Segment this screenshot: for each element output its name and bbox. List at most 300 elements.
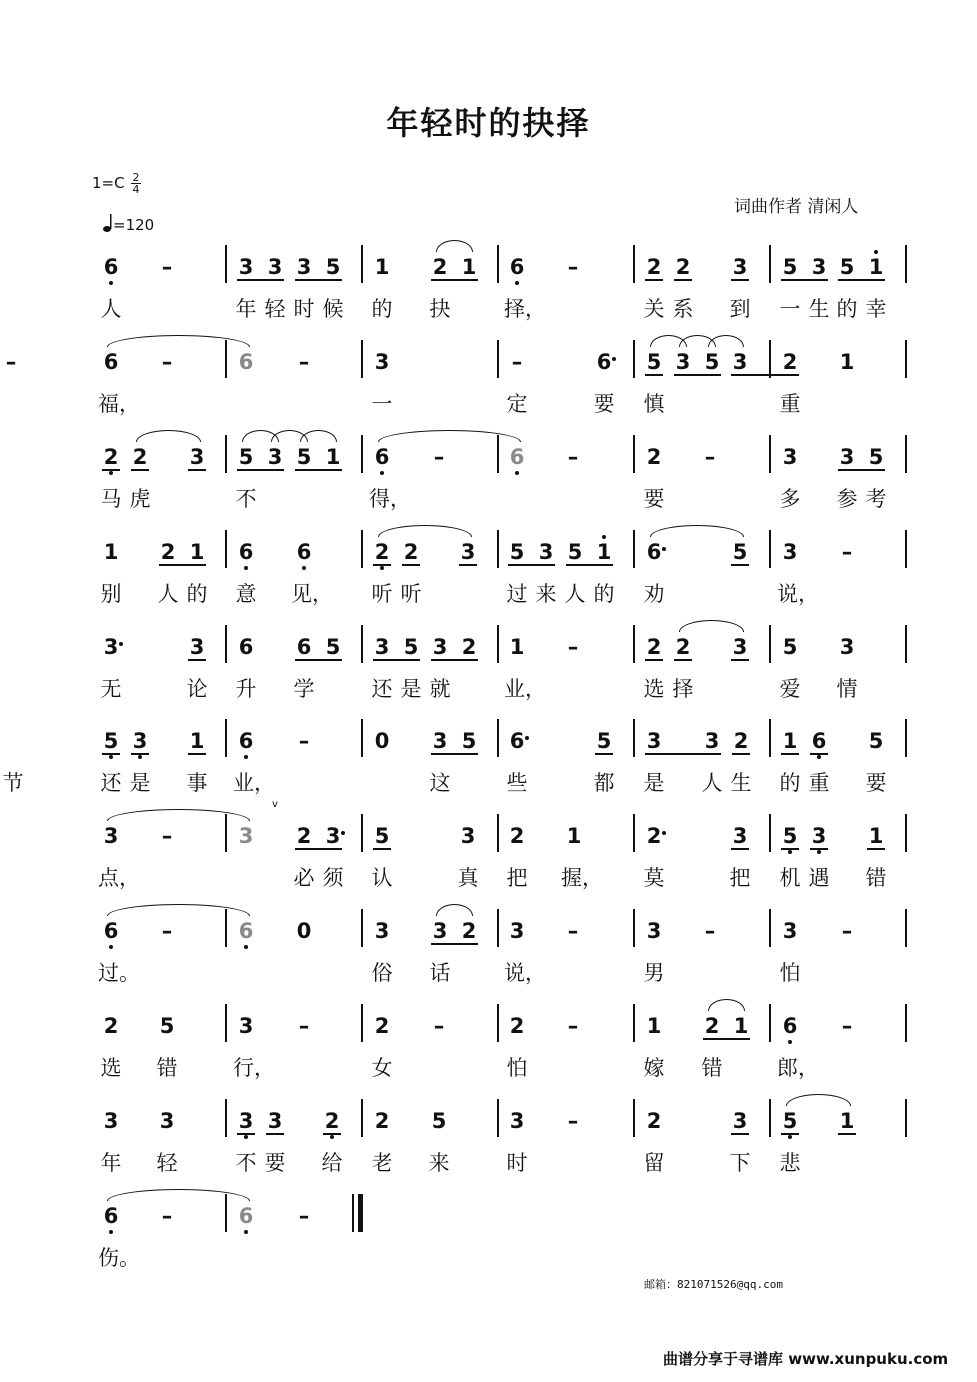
note: 3 bbox=[374, 919, 390, 943]
note: 5 bbox=[325, 635, 341, 659]
note: 6 bbox=[238, 1204, 254, 1228]
note: 2 bbox=[374, 540, 390, 564]
bar-line bbox=[905, 625, 907, 663]
bar-line bbox=[633, 1099, 635, 1137]
lyric-syllable: 的 bbox=[371, 297, 393, 321]
note: 2 bbox=[461, 635, 477, 659]
lyric-syllable: 业， bbox=[504, 677, 546, 701]
note: 6 bbox=[296, 540, 312, 564]
bar-line bbox=[361, 530, 363, 568]
note: – bbox=[298, 350, 310, 374]
beam-underline bbox=[645, 753, 721, 755]
beam-underline bbox=[295, 848, 342, 850]
octave-dot-low bbox=[138, 755, 142, 759]
augmentation-dot bbox=[662, 547, 666, 551]
lyric-syllable: 要 bbox=[264, 1151, 286, 1175]
lyric-syllable: 爱 bbox=[779, 677, 801, 701]
lyric-syllable: 人 bbox=[701, 771, 723, 795]
note: 5 bbox=[567, 540, 583, 564]
lyric-syllable: 的 bbox=[836, 297, 858, 321]
note: 3 bbox=[103, 1109, 119, 1133]
octave-dot-low bbox=[817, 850, 821, 854]
lyric-syllable: 过。 bbox=[98, 961, 140, 985]
bar-line bbox=[497, 340, 499, 378]
lyric-syllable: 老 bbox=[371, 1151, 393, 1175]
note: 1 bbox=[868, 824, 884, 848]
note: 6 bbox=[509, 255, 525, 279]
note: – bbox=[567, 255, 579, 279]
note: 2 bbox=[733, 729, 749, 753]
note: – bbox=[298, 729, 310, 753]
notation-system bbox=[0, 539, 977, 629]
note: 1 bbox=[839, 350, 855, 374]
time-signature: 2 4 bbox=[132, 171, 140, 196]
note: 6 bbox=[238, 729, 254, 753]
beam-underline bbox=[295, 279, 342, 281]
note: 3 bbox=[782, 919, 798, 943]
note: 5 bbox=[374, 824, 390, 848]
beam-underline bbox=[645, 374, 663, 376]
lyric-syllable: 是 bbox=[400, 677, 422, 701]
lyric-syllable: 真 bbox=[457, 866, 479, 890]
beam-underline bbox=[431, 659, 478, 661]
beam-underline bbox=[732, 753, 750, 755]
note: 2 bbox=[646, 445, 662, 469]
lyric-syllable: 还 bbox=[100, 771, 122, 795]
bar-line bbox=[905, 340, 907, 378]
lyric-syllable: 女 bbox=[371, 1056, 393, 1080]
note: 6 bbox=[509, 445, 525, 469]
bar-line bbox=[361, 340, 363, 378]
lyric-syllable: 多 bbox=[779, 487, 801, 511]
beam-underline bbox=[373, 659, 420, 661]
note: 1 bbox=[566, 824, 582, 848]
lyric-syllable: 择 bbox=[672, 677, 694, 701]
note: 5 bbox=[103, 729, 119, 753]
beam-underline bbox=[838, 1133, 856, 1135]
note: 0 bbox=[296, 919, 312, 943]
note: 2 bbox=[646, 824, 662, 848]
note: – bbox=[161, 255, 173, 279]
note: 2 bbox=[646, 1109, 662, 1133]
lyric-syllable: 认 bbox=[371, 866, 393, 890]
note: 3 bbox=[267, 255, 283, 279]
lyric-syllable: 要 bbox=[593, 392, 615, 416]
note: – bbox=[841, 1014, 853, 1038]
augmentation-dot bbox=[662, 831, 666, 835]
bar-line bbox=[905, 1099, 907, 1137]
beam-underline bbox=[731, 848, 749, 850]
lyric-syllable: 要 bbox=[865, 771, 887, 795]
beam-underline bbox=[731, 1133, 749, 1135]
note: 2 bbox=[103, 1014, 119, 1038]
notation-system bbox=[0, 728, 977, 818]
bar-line bbox=[905, 719, 907, 757]
bar-line bbox=[769, 530, 771, 568]
notation-system bbox=[0, 1203, 977, 1293]
note: 6 bbox=[782, 1014, 798, 1038]
note: 5 bbox=[782, 1109, 798, 1133]
lyric-syllable: 候 bbox=[322, 297, 344, 321]
note: – bbox=[5, 350, 17, 374]
note: 5 bbox=[403, 635, 419, 659]
lyric-syllable: 来 bbox=[428, 1151, 450, 1175]
note: 2 bbox=[132, 445, 148, 469]
lyric-syllable: 还 bbox=[371, 677, 393, 701]
note: 6 bbox=[103, 350, 119, 374]
lyric-syllable: 不 bbox=[235, 1151, 257, 1175]
lyric-syllable: 男 bbox=[643, 961, 665, 985]
note: – bbox=[433, 1014, 445, 1038]
note: 3 bbox=[374, 635, 390, 659]
note: 6 bbox=[596, 350, 612, 374]
bar-line bbox=[633, 340, 635, 378]
lyric-syllable: 悲 bbox=[779, 1151, 801, 1175]
lyric-syllable: 是 bbox=[129, 771, 151, 795]
lyric-syllable: 是 bbox=[643, 771, 665, 795]
note: 3 bbox=[646, 729, 662, 753]
note: 3 bbox=[132, 729, 148, 753]
beam-underline bbox=[131, 469, 149, 471]
note: 3 bbox=[267, 445, 283, 469]
note: 3 bbox=[732, 635, 748, 659]
note: 5 bbox=[461, 729, 477, 753]
note: 3 bbox=[159, 1109, 175, 1133]
note: 2 bbox=[782, 350, 798, 374]
octave-dot-low bbox=[244, 945, 248, 949]
bar-line bbox=[225, 435, 227, 473]
bar-line bbox=[361, 719, 363, 757]
beam-underline bbox=[731, 564, 749, 566]
bar-line bbox=[497, 625, 499, 663]
note: 3 bbox=[238, 1109, 254, 1133]
beam-underline bbox=[781, 279, 828, 281]
octave-dot-low bbox=[109, 755, 113, 759]
note: 2 bbox=[675, 255, 691, 279]
lyric-syllable: 把 bbox=[729, 866, 751, 890]
note: 2 bbox=[374, 1014, 390, 1038]
beam-underline bbox=[838, 469, 885, 471]
note: 3 bbox=[103, 824, 119, 848]
note: 6 bbox=[238, 635, 254, 659]
notation-system bbox=[0, 799, 977, 913]
octave-dot-low bbox=[244, 566, 248, 570]
note: – bbox=[161, 350, 173, 374]
bar-line bbox=[361, 1004, 363, 1042]
note: 5 bbox=[646, 350, 662, 374]
email-contact: 邮箱：821071526@qq.com bbox=[644, 1278, 783, 1291]
tie-slur bbox=[436, 240, 473, 252]
note: 3 bbox=[432, 729, 448, 753]
lyric-syllable: 一 bbox=[779, 297, 801, 321]
note: 3 bbox=[267, 1109, 283, 1133]
beam-underline bbox=[188, 469, 206, 471]
note: 3 bbox=[432, 919, 448, 943]
lyric-syllable: 福， bbox=[98, 392, 140, 416]
note: 2 bbox=[509, 824, 525, 848]
bar-line bbox=[905, 245, 907, 283]
bar-line bbox=[905, 909, 907, 947]
beam-underline bbox=[731, 659, 749, 661]
lyric-syllable: 业， bbox=[233, 771, 275, 795]
octave-dot-high bbox=[874, 250, 878, 254]
note: 5 bbox=[868, 729, 884, 753]
note: – bbox=[567, 445, 579, 469]
note: 3 bbox=[238, 1014, 254, 1038]
lyric-syllable: 俗 bbox=[371, 961, 393, 985]
note: 1 bbox=[646, 1014, 662, 1038]
octave-dot-high bbox=[602, 535, 606, 539]
lyric-syllable: 择， bbox=[504, 297, 546, 321]
bar-line bbox=[633, 245, 635, 283]
octave-dot-low bbox=[788, 1040, 792, 1044]
beam-underline bbox=[674, 659, 692, 661]
bar-line bbox=[633, 530, 635, 568]
note: 3 bbox=[732, 255, 748, 279]
octave-dot-low bbox=[515, 471, 519, 475]
bar-line bbox=[633, 625, 635, 663]
beam-underline bbox=[731, 279, 749, 281]
lyric-syllable: 机 bbox=[779, 866, 801, 890]
octave-dot-low bbox=[380, 566, 384, 570]
bar-line bbox=[361, 1099, 363, 1137]
lyric-syllable: 都 bbox=[593, 771, 615, 795]
bar-line bbox=[769, 435, 771, 473]
beam-underline bbox=[781, 753, 799, 755]
beam-underline bbox=[781, 848, 799, 850]
beam-underline bbox=[373, 564, 391, 566]
note: 2 bbox=[374, 1109, 390, 1133]
lyric-syllable: 说， bbox=[777, 582, 819, 606]
note: 2 bbox=[461, 919, 477, 943]
lyric-syllable: 节 bbox=[2, 771, 24, 795]
lyric-syllable: 事 bbox=[186, 771, 208, 795]
lyric-syllable: 必 bbox=[293, 866, 315, 890]
octave-dot-low bbox=[109, 281, 113, 285]
lyric-syllable: 遇 bbox=[808, 866, 830, 890]
beam-underline bbox=[102, 753, 120, 755]
lyric-syllable: 人 bbox=[157, 582, 179, 606]
bar-line bbox=[633, 1004, 635, 1042]
note: 1 bbox=[374, 255, 390, 279]
lyric-syllable: 莫 bbox=[643, 866, 665, 890]
lyric-syllable: 人 bbox=[100, 297, 122, 321]
bar-line bbox=[769, 1099, 771, 1137]
octave-dot-low bbox=[244, 755, 248, 759]
final-bar-line-thick bbox=[358, 1194, 363, 1232]
note: 1 bbox=[325, 445, 341, 469]
bar-line bbox=[769, 909, 771, 947]
note: – bbox=[704, 919, 716, 943]
lyric-syllable: 选 bbox=[100, 1056, 122, 1080]
note: 1 bbox=[509, 635, 525, 659]
note: 5 bbox=[868, 445, 884, 469]
note: – bbox=[567, 635, 579, 659]
lyric-syllable: 听 bbox=[400, 582, 422, 606]
note: 5 bbox=[839, 255, 855, 279]
note: 3 bbox=[432, 635, 448, 659]
lyric-syllable: 参 bbox=[836, 487, 858, 511]
notation-system bbox=[0, 1108, 977, 1198]
bar-line bbox=[497, 1004, 499, 1042]
note: – bbox=[841, 919, 853, 943]
song-title: 年轻时的抉择 bbox=[386, 104, 591, 142]
lyric-syllable: 这 bbox=[429, 771, 451, 795]
lyric-syllable: 行， bbox=[233, 1056, 275, 1080]
beam-underline bbox=[703, 1038, 750, 1040]
bar-line bbox=[361, 435, 363, 473]
note: 1 bbox=[839, 1109, 855, 1133]
note: 1 bbox=[189, 729, 205, 753]
lyric-syllable: 不 bbox=[235, 487, 257, 511]
lyric-syllable: 幸 bbox=[865, 297, 887, 321]
note: 3 bbox=[296, 255, 312, 279]
beam-underline bbox=[431, 279, 478, 281]
quarter-note-icon bbox=[103, 214, 113, 232]
octave-dot-low bbox=[109, 471, 113, 475]
note: 5 bbox=[782, 824, 798, 848]
note: 3 bbox=[732, 1109, 748, 1133]
note: 2 bbox=[675, 635, 691, 659]
note: 5 bbox=[782, 255, 798, 279]
lyric-syllable: 关 bbox=[643, 297, 665, 321]
lyric-syllable: 学 bbox=[293, 677, 315, 701]
bar-line bbox=[633, 435, 635, 473]
bar-line bbox=[497, 530, 499, 568]
note: 5 bbox=[431, 1109, 447, 1133]
bar-line bbox=[225, 625, 227, 663]
lyric-syllable: 定 bbox=[506, 392, 528, 416]
lyric-syllable: 怕 bbox=[506, 1056, 528, 1080]
note: 3 bbox=[811, 824, 827, 848]
bar-line bbox=[905, 435, 907, 473]
beam-underline bbox=[188, 659, 206, 661]
note: 6 bbox=[811, 729, 827, 753]
beam-underline bbox=[810, 848, 828, 850]
note: 3 bbox=[460, 540, 476, 564]
lyric-syllable: 马 bbox=[100, 487, 122, 511]
bar-line bbox=[361, 909, 363, 947]
lyric-syllable: 年 bbox=[235, 297, 257, 321]
beam-underline bbox=[810, 753, 828, 755]
note: – bbox=[567, 1014, 579, 1038]
lyric-syllable: 生 bbox=[808, 297, 830, 321]
lyric-syllable: 一 bbox=[371, 392, 393, 416]
lyric-syllable: 系 bbox=[672, 297, 694, 321]
note: 3 bbox=[238, 824, 254, 848]
lyric-syllable: 重 bbox=[808, 771, 830, 795]
note: 3 bbox=[839, 445, 855, 469]
note: 3 bbox=[646, 919, 662, 943]
bar-line bbox=[225, 245, 227, 283]
beam-underline bbox=[188, 753, 206, 755]
note: – bbox=[161, 1204, 173, 1228]
lyric-syllable: 要 bbox=[643, 487, 665, 511]
note: 6 bbox=[509, 729, 525, 753]
note: – bbox=[433, 445, 445, 469]
lyric-syllable: 年 bbox=[100, 1151, 122, 1175]
note: 3 bbox=[782, 540, 798, 564]
note: 2 bbox=[704, 1014, 720, 1038]
note: 6 bbox=[646, 540, 662, 564]
note: – bbox=[298, 1014, 310, 1038]
tempo-value: =120 bbox=[113, 216, 155, 234]
lyric-syllable: 说， bbox=[504, 961, 546, 985]
lyric-syllable: 留 bbox=[643, 1151, 665, 1175]
lyric-syllable: 慎 bbox=[643, 392, 665, 416]
lyric-syllable: 伤。 bbox=[98, 1246, 140, 1270]
note: 6 bbox=[238, 350, 254, 374]
note: – bbox=[511, 350, 523, 374]
note: 3 bbox=[189, 445, 205, 469]
note: 2 bbox=[324, 1109, 340, 1133]
octave-dot-low bbox=[302, 566, 306, 570]
notation-system bbox=[0, 444, 977, 534]
augmentation-dot bbox=[341, 831, 345, 835]
lyric-syllable: 轻 bbox=[156, 1151, 178, 1175]
augmentation-dot bbox=[525, 736, 529, 740]
beam-underline bbox=[731, 374, 799, 376]
bar-line bbox=[361, 245, 363, 283]
beam-underline bbox=[459, 564, 477, 566]
note: 6 bbox=[103, 1204, 119, 1228]
lyric-syllable: 话 bbox=[429, 961, 451, 985]
lyric-syllable: 给 bbox=[321, 1151, 343, 1175]
note: 1 bbox=[782, 729, 798, 753]
note: 2 bbox=[103, 445, 119, 469]
octave-dot-low bbox=[380, 471, 384, 475]
beam-underline bbox=[674, 374, 721, 376]
beam-underline bbox=[237, 279, 284, 281]
bar-line bbox=[769, 245, 771, 283]
note: 3 bbox=[675, 350, 691, 374]
beam-underline bbox=[867, 848, 885, 850]
lyric-syllable: 时 bbox=[293, 297, 315, 321]
bar-line bbox=[225, 1099, 227, 1137]
notation-system bbox=[0, 1013, 977, 1103]
lyric-syllable: 郎， bbox=[777, 1056, 819, 1080]
bar-line bbox=[633, 909, 635, 947]
note: 5 bbox=[238, 445, 254, 469]
bar-line bbox=[769, 1004, 771, 1042]
note: 3 bbox=[538, 540, 554, 564]
lyric-syllable: 错 bbox=[701, 1056, 723, 1080]
lyric-syllable: 的 bbox=[186, 582, 208, 606]
note: 5 bbox=[325, 255, 341, 279]
beam-underline bbox=[131, 753, 149, 755]
composer-credit: 词曲作者 清闲人 bbox=[734, 197, 859, 217]
lyric-syllable: 抉 bbox=[429, 297, 451, 321]
octave-dot-low bbox=[109, 1230, 113, 1234]
octave-dot-low bbox=[788, 850, 792, 854]
beam-underline bbox=[674, 279, 692, 281]
augmentation-dot bbox=[119, 642, 123, 646]
bar-line bbox=[497, 245, 499, 283]
note: 3 bbox=[189, 635, 205, 659]
note: 1 bbox=[733, 1014, 749, 1038]
note: 6 bbox=[296, 635, 312, 659]
lyric-syllable: 下 bbox=[729, 1151, 751, 1175]
lyric-syllable: 的 bbox=[779, 771, 801, 795]
source-footer: 曲谱分享于寻谱库 www.xunpuku.com bbox=[663, 1350, 949, 1368]
lyric-syllable: 到 bbox=[729, 297, 751, 321]
note: 2 bbox=[296, 824, 312, 848]
notation-system bbox=[0, 349, 977, 439]
lyric-syllable: 过 bbox=[506, 582, 528, 606]
note: 3 bbox=[460, 824, 476, 848]
note: 1 bbox=[868, 255, 884, 279]
lyric-syllable: 轻 bbox=[264, 297, 286, 321]
